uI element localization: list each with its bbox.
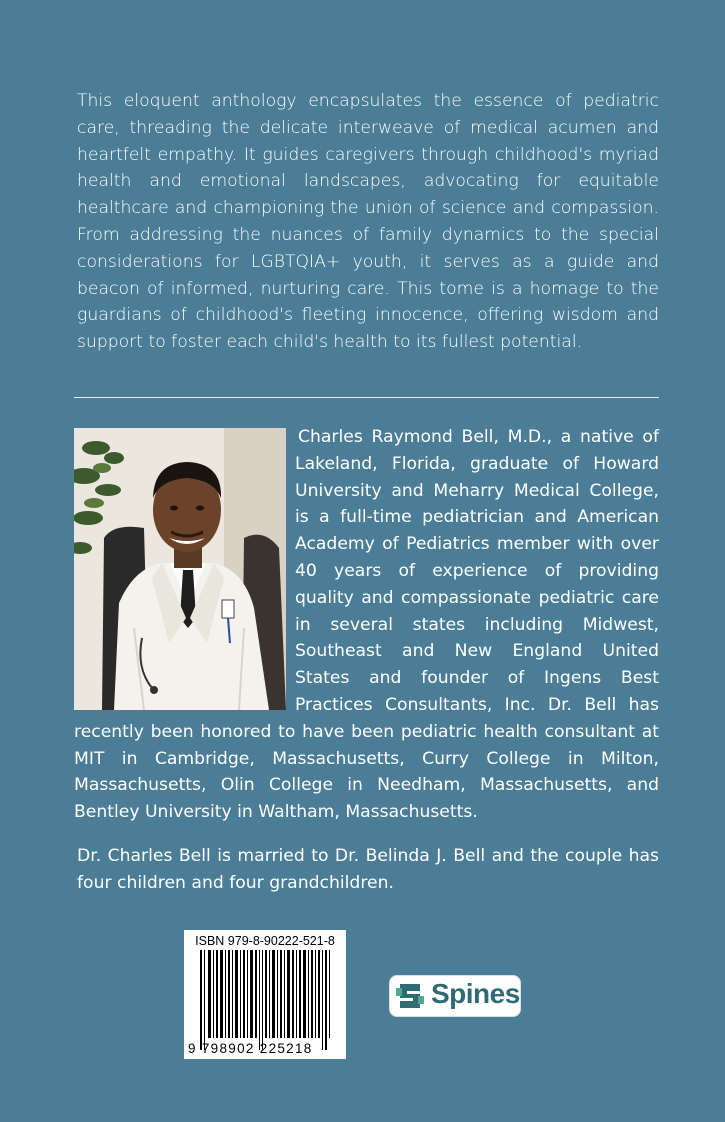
barcode-digits: 9 798902 225218 [188, 1041, 313, 1056]
author-bio: Charles Raymond Bell, M.D., a native of Lakeland, Florida, graduate of Howard University and Meharry Medical College, is a full-time pediatrician and American Academy of Pediatrics member with over 40 years of experience of providing quality and compassionate pediatric care in several states including Midwest, Southeast and New England United States and founder of Ingens Best Practices Consultants, Inc. Dr. Bell has recently been honored to have been pediatric health consultant at MIT in Cambridge, Massachusetts, Curry College in Milton, Massachusetts, Olin College in Needham, Massachusetts, and Bentley University in Waltham, Massachusetts. [74, 427, 659, 823]
back-cover-blurb: This eloquent anthology encapsulates the essence of pediatric care, threading the delicate interweave of medical acumen and heartfelt empathy. It guides caregivers through childhood's myriad health and emotional landscapes, advocating for equitable healthcare and championing the union of science and compassion. From addressing the nuances of family dynamics to the special considerations for LGBTQIA+ youth, it serves as a guide and beacon of informed, nurturing care. This tome is a homage to the guardians of childhood's fleeting innocence, offering wisdom and support to foster each child's health to its fullest potential. [77, 91, 659, 353]
author-family: Dr. Charles Bell is married to Dr. Belinda J. Bell and the couple has four children and four grandchildren. [77, 846, 659, 893]
publisher-name: Spines [431, 978, 520, 1009]
isbn-barcode [184, 930, 346, 1059]
author-bio-section [74, 424, 659, 826]
isbn-label: ISBN 979-8-90222-521-8 [195, 934, 335, 948]
section-divider [74, 397, 659, 398]
author-photo [74, 428, 286, 710]
spines-logo-icon [392, 976, 432, 1016]
barcode-bars-icon [184, 930, 346, 1059]
publisher-logo [389, 975, 521, 1017]
author-portrait-icon [74, 428, 286, 710]
